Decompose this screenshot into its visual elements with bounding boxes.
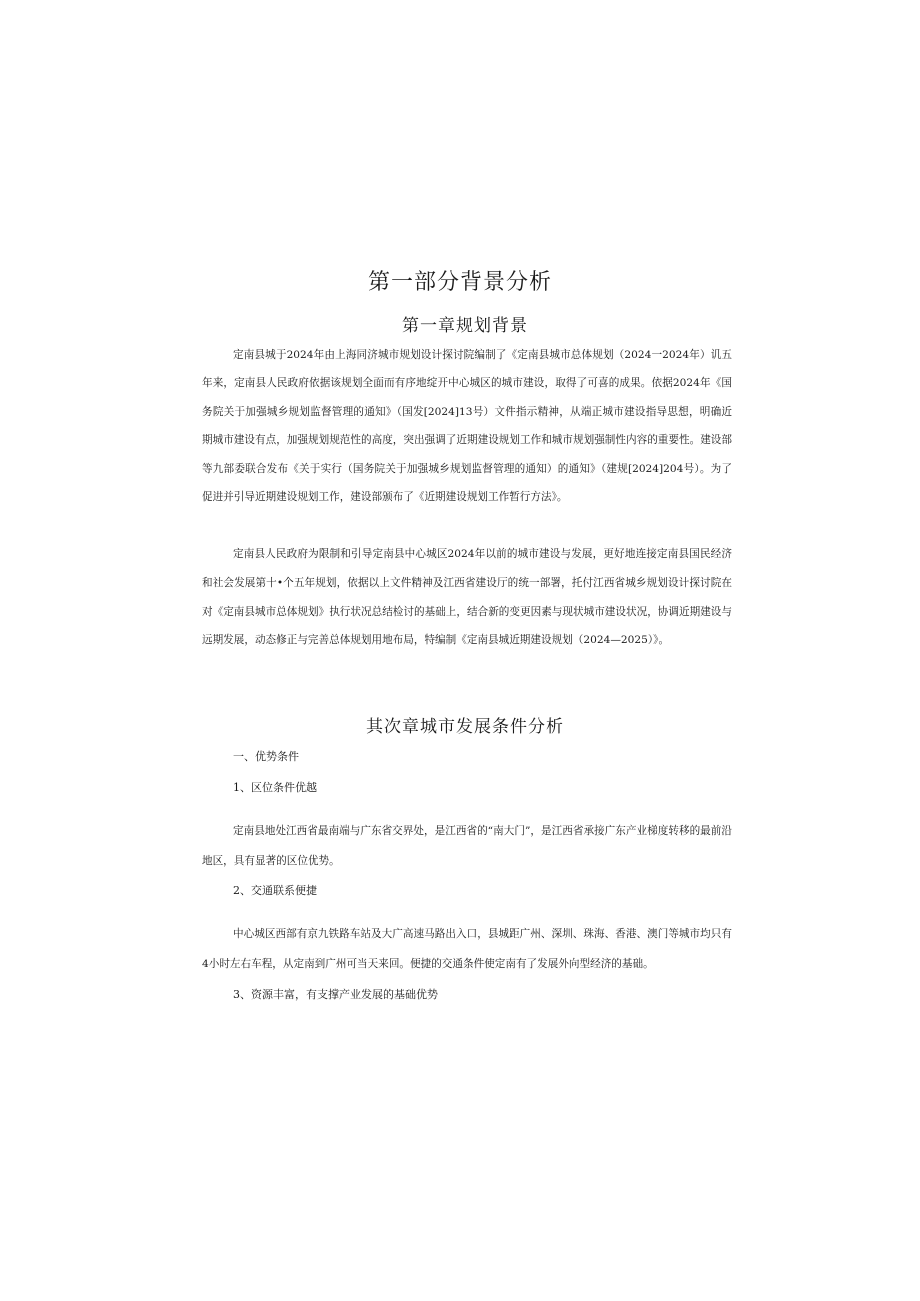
item-1-heading: 1、区位条件优越 [233,781,317,794]
chapter-1-paragraph-2: 定南县人民政府为限制和引导定南县中心城区2024年以前的城市建设与发展，更好地连接定南县国民经济和社会发展第十•个五年规划，依据以上文件精神及江西省建设厅的统一部署，托付江西省城乡规划设计探讨院在对《定南县城市总体规划》执行状况总结检讨的基础上，结合新的变更因素与现状城市建设状况，协调近期建设与远期发展，动态修正与完善总体规划用地布局，特编制《定南县城近期建设规划（2024—2025）》。 [202,548,732,647]
item-3-heading: 3、资源丰富，有支撑产业发展的基础优势 [233,988,438,1001]
item-2-text: 中心城区西部有京九铁路车站及大广高速马路出入口，县城距广州、深圳、珠海、香港、澳门等城市均只有4小时左右车程，从定南到广州可当天来回。便捷的交通条件使定南有了发展外向型经济的基础。 [202,928,732,970]
item-2-heading: 2、交通联系便捷 [233,884,317,897]
part-title: 第一部分背景分析 [367,270,552,295]
chapter-2-title: 其次章城市发展条件分析 [366,717,564,737]
chapter-1-paragraph-1: 定南县城于2024年由上海同济城市规划设计探讨院编制了《定南县城市总体规划（2024一2024年）讥五年来，定南县人民政府依据该规划全面而有序地绽开中心城区的城市建设，取得了可喜的成果。依据2024年《国务院关于加强城乡规划监督管理的通知》（国发[2024]13号）文件指示精神，从端正城市建设指导思想，明确近期城市建设有点，加强规划规范性的高度，突出强调了近期建设规划工作和城市规划强制性内容的重要性。建设部等九部委联合发布《关于实行（国务院关于加强城乡规划监督管理的通知）的通知》（建规[2024]204号）。为了促进并引导近期建设规划工作，建设部颁布了《近期建设规划工作暂行方法》。 [202,349,732,504]
chapter-1-title: 第一章规划背景 [402,316,528,336]
section-heading-advantages: 一、优势条件 [233,750,299,763]
item-1-text: 定南县地处江西省最南端与广东省交界处，是江西省的“南大门”，是江西省承接广东产业梯度转移的最前沿地区，具有显著的区位优势。 [202,825,732,867]
